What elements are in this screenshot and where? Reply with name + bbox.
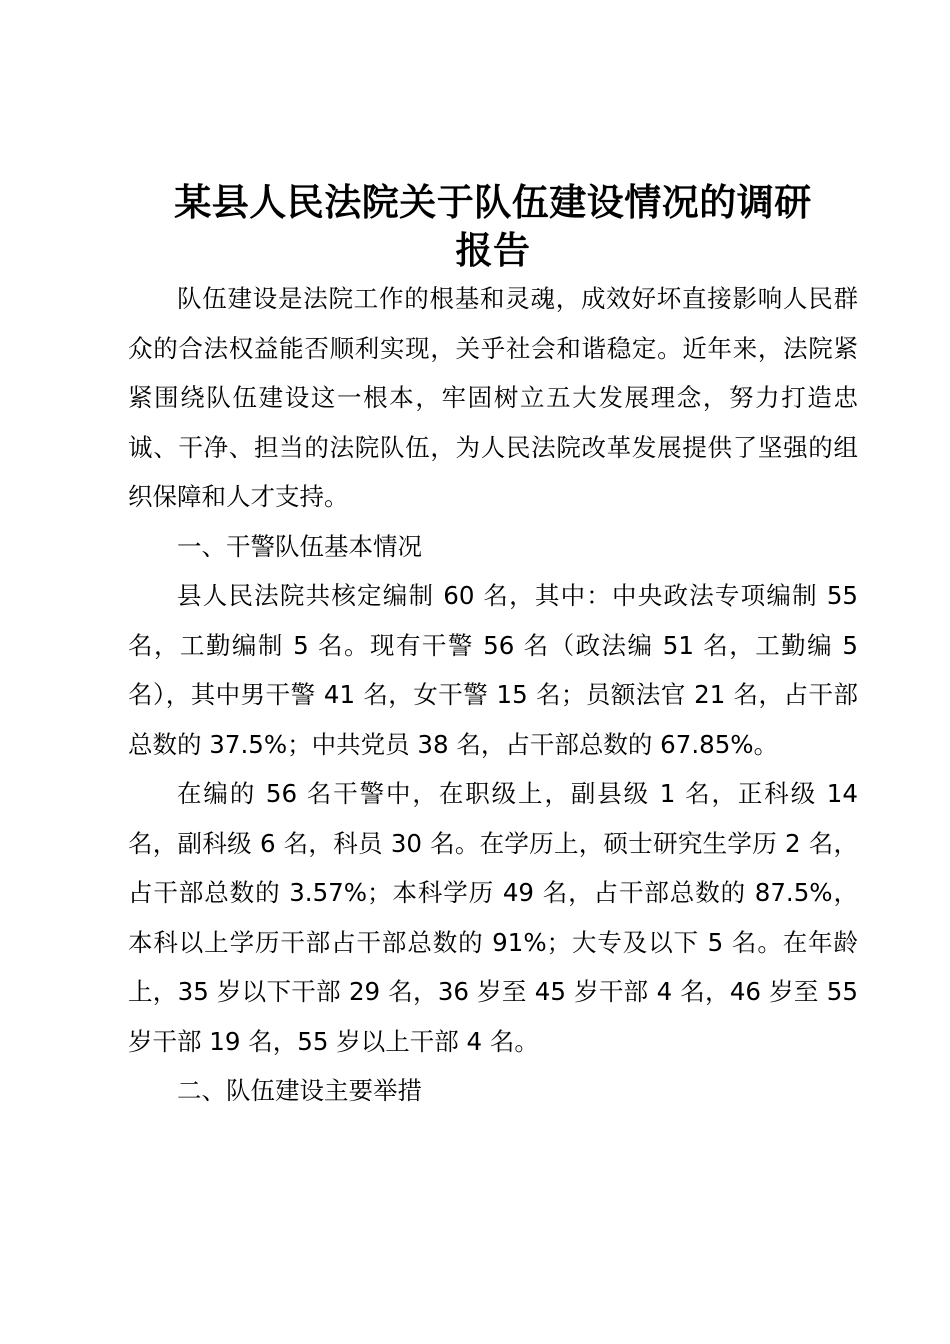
title-line-2: 报告 xyxy=(455,228,531,272)
title-line-1: 某县人民法院关于队伍建设情况的调研 xyxy=(174,180,812,224)
section-1-heading: 一、干警队伍基本情况 xyxy=(177,531,422,561)
section-1-paragraph-1: 县人民法院共核定编制 60 名，其中：中央政法专项编制 55 名，工勤编制 5 名。现有干警 56 名（政法编 51 名，工勤编 5 名），其中男干警 41 名，女干警 15 名；员额法官 21 名，占干部总数的 37.5%；中共党员 38 名，占干部总数的 67.85%。 xyxy=(128,581,858,759)
section-2-heading: 二、队伍建设主要举措 xyxy=(177,1076,422,1105)
document-title xyxy=(128,178,858,274)
document-page xyxy=(128,178,858,1116)
intro-paragraph: 队伍建设是法院工作的根基和灵魂，成效好坏直接影响人民群众的合法权益能否顺利实现，关乎社会和谐稳定。近年来，法院紧紧围绕队伍建设这一根本，牢固树立五大发展理念，努力打造忠诚、干净、担当的法院队伍，为人民法院改革发展提供了坚强的组织保障和人才支持。 xyxy=(128,284,858,511)
section-1-paragraph-2: 在编的 56 名干警中，在职级上，副县级 1 名，正科级 14 名，副科级 6 名，科员 30 名。在学历上，硕士研究生学历 2 名，占干部总数的 3.57%；本科学历 49 名，占干部总数的 87.5%，本科以上学历干部占干部总数的 91%；大专及以下 5 名。在年龄上，35 岁以下干部 29 名，36 岁至 45 岁干部 4 名，46 岁至 55 岁干部 19 名，55 岁以上干部 4 名。 xyxy=(128,779,858,1056)
